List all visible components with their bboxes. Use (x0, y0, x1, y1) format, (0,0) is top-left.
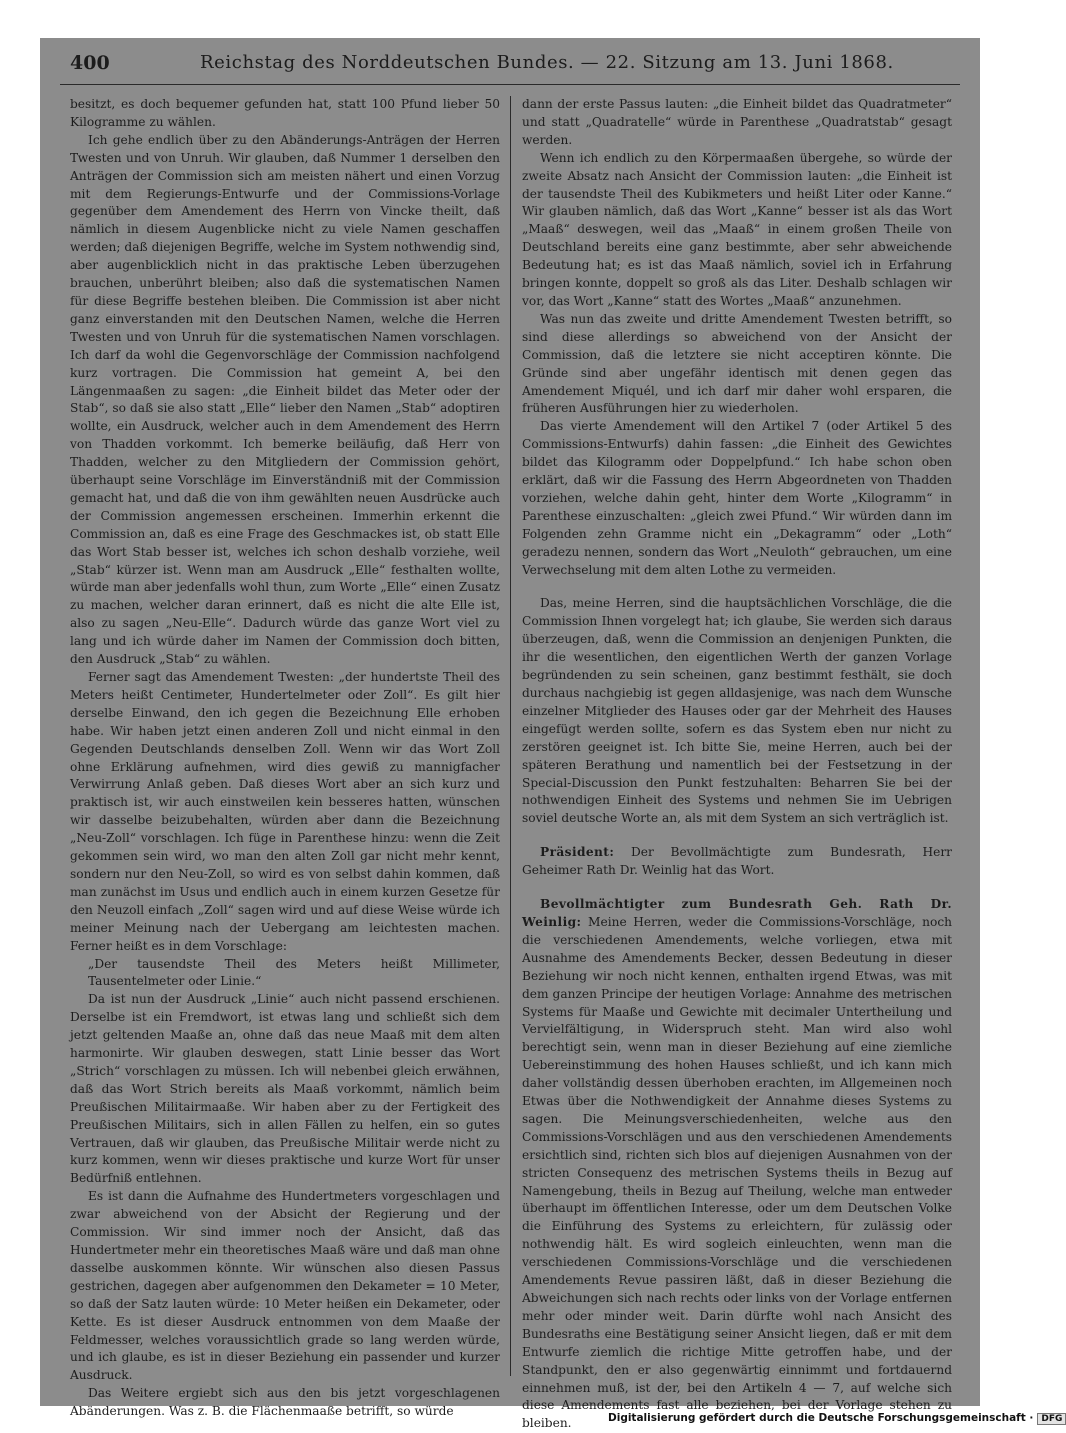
quotation: „Der tausendste Theil des Meters heißt Millimeter, Tausentelmeter oder Linie.“ (88, 956, 500, 989)
paragraph: Wenn ich endlich zu den Körpermaaßen übergehe, so würde der zweite Absatz nach Ansicht der Commission lauten: „die Einheit ist der tausendste Theil des Kubikmeters und heißt Liter oder Kanne.“ Wir glauben nämlich, daß das Wort „Kanne“ besser ist als das Wort „Maaß“ deswegen, weil das „Maaß“ in einem großen Theile von Deutschland bereits eine ganz bestimmte, aber sehr abweichende Bedeutung hat; es ist das Maaß nämlich, soviel ich in Erfahrung bringen konnte, doppelt so groß als das Liter. Deshalb schlagen wir vor, das Wort „Kanne“ statt des Wortes „Maaß“ anzunehmen. (522, 150, 952, 308)
digitization-credit (608, 1412, 1063, 1425)
president-remark (522, 844, 952, 880)
running-title: Reichstag des Norddeutschen Bundes. — 22. Sitzung am 13. Juni 1868. (200, 52, 894, 73)
speaker-name: Bevollmächtigter zum Bundesrath Geh. Rath Dr. Weinlig: (522, 897, 952, 929)
paragraph: Was nun das zweite und dritte Amendement Twesten betrifft, so sind diese allerdings so abweichend von der Ansicht der Commission, daß die letztere sie nicht acceptiren könnte. Die Gründe sind aber ungefähr identisch mit denen gegen das Amendement Miquél, und ich darf mir daher wohl ersparen, die früheren Ausführungen hier zu wiederholen. (522, 311, 952, 416)
dfg-logo: DFG (1037, 1413, 1066, 1425)
paragraph: Es ist dann die Aufnahme des Hundertmeters vorgeschlagen und zwar abweichend von der Absicht der Regierung und der Commission. Wir sind immer noch der Ansicht, daß das Hundertmeter mehr ein theoretisches Maaß wäre und daß man ohne dasselbe auskommen könnte. Wir wünschen also diesen Passus gestrichen, dagegen aber aufgenommen den Dekameter = 10 Meter, so daß der Satz lauten würde: 10 Meter heißen ein Dekameter, oder Kette. Es ist dieser Ausdruck entnommen von dem Maaße der Feldmesser, welches voraussichtlich grade so lang werden würde, und ich glaube, es ist in dieser Beziehung ein passender und kurzer Ausdruck. (70, 1189, 500, 1383)
paragraph: Das Weitere ergiebt sich aus den bis jetzt vorgeschlagenen Abänderungen. Was z. B. die Flächenmaaße betrifft, so würde (70, 1386, 500, 1419)
paragraph: Ferner sagt das Amendement Twesten: „der hundertste Theil des Meters heißt Centimeter, Hundertelmeter oder Zoll“. Es gilt hier derselbe Einwand, den ich gegen die Bezeichnung Elle erhoben habe. Wir haben jetzt einen anderen Zoll und nicht einmal in den Gegenden Deutschlands denselben Zoll. Wenn wir das Wort Zoll ohne Erklärung aufnehmen, wird dies gewiß zu mannigfacher Verwirrung Anlaß geben. Daß dieses Wort aber an sich kurz und praktisch ist, wir auch einstweilen kein besseres hatten, wünschen wir dasselbe beizubehalten, würden aber dann die Bezeichnung „Neu-Zoll“ vorschlagen. Ich füge in Parenthese hinzu: wenn die Zeit gekommen sein wird, wo man den alten Zoll gar nicht mehr kennt, sondern nur den Neu-Zoll, so wird es von selbst dahin kommen, daß man zunächst im Usus und endlich auch in einem kurzen Gesetze für den Neuzoll einfach „Zoll“ sagen wird und auf diese Weise würde ich meiner Meinung nach der Uebergang am leichtesten machen. Ferner heißt es in dem Vorschlage: (70, 670, 500, 953)
credit-text: Digitalisierung gefördert durch die Deutsche Forschungsgemeinschaft · (608, 1412, 1034, 1424)
weinlig-speech (522, 896, 952, 1433)
paragraph: besitzt, es doch bequemer gefunden hat, statt 100 Pfund lieber 50 Kilogramme zu wählen. (70, 97, 500, 129)
paragraph: Das vierte Amendement will den Artikel 7 (oder Artikel 5 des Commissions-Entwurfs) dahin fassen: „die Einheit des Gewichtes bildet das Kilogramm oder Doppelpfund.“ Ich habe schon oben erklärt, daß wir die Fassung des Herrn Abgeordneten von Thadden vorziehen, welche dahin geht, hinter dem Worte „Kilogramm“ in Parenthese einzuschalten: „gleich zwei Pfund.“ Wir würden dann im Folgenden zehn Gramme nicht ein „Dekagramm“ oder „Loth“ geradezu nennen, sondern das Wort „Neuloth“ gebrauchen, um eine Verwechselung mit dem alten Lothe zu vermeiden. (522, 419, 952, 577)
paragraph: Da ist nun der Ausdruck „Linie“ auch nicht passend erschienen. Derselbe ist ein Fremdwort, ist etwas lang und schließt sich dem jetzt geltenden Maaße an, ohne daß das neue Maaß mit dem alten harmonirte. Wir glauben deswegen, statt Linie besser das Wort „Strich“ vorschlagen zu müssen. Ich will nebenbei gleich erwähnen, daß das Wort Strich bereits als Maaß vorkommt, nämlich beim Preußischen Militairmaaße. Wir haben aber zu der Fertigkeit des Preußischen Militairs, sich in allen Fällen zu helfen, ein so gutes Vertrauen, daß wir glauben, das Preußische Militair werde nicht zu kurz kommen, wenn wir dieses praktische und kurze Wort für unser Bedürfniß entlehnen. (70, 992, 500, 1186)
speech-text: Meine Herren, weder die Commissions-Vorschläge, noch die verschiedenen Amendements, welche vorliegen, etwa mit Ausnahme des Amendements Becker, dessen Bedeutung in dieser Beziehung wir noch nicht kennen, enthalten irgend Etwas, was mit dem ganzen Principe der heutigen Vorlage: Annahme des metrischen Systems für Maaße und Gewichte mit decimaler Untertheilung und Vervielfältigung, in Widerspruch steht. Man wird also wohl berechtigt sein, wenn man in dieser Beziehung auf eine ziemliche Uebereinstimmung des hohen Hauses schließt, und ich kann mich daher vollständig dessen überhoben erachten, im Allgemeinen noch Etwas über die Nothwendigkeit der Annahme dieses Systems zu sagen. Die Meinungsverschiedenheiten, welche aus den Commissions-Vorschlägen und aus den verschiedenen Amendements ersichtlich sind, richten sich blos auf diejenigen Ausnahmen von der stricten Consequenz des metrischen Systems theils in Bezug auf Namengebung, theils in Bezug auf Theilung, welche man entweder überhaupt im öffentlichen Interesse, oder um dem Deutschen Volke die Einführung des Systems zu erleichtern, für zulässig oder nothwendig hält. Es wird sogleich einleuchten, wenn man die verschiedenen Commissions-Vorschläge und die verschiedenen Amendements Revue passiren läßt, daß in dieser Beziehung die Abweichungen sich nach rechts oder links von der Vorlage entfernen mehr oder minder weit. Darin dürfte wohl nach Ansicht des Bundesraths eine Bestätigung seiner Ansicht liegen, daß er mit dem Entwurfe ziemlich die richtige Mitte getroffen habe, und der Standpunkt, den er also gegenwärtig einnimmt und fortdauernd einnehmen muß, ist der, bei den Artikeln 4 — 7, auf welche sich diese Amendements fast alle beziehen, bei der Vorlage stehen zu bleiben. (522, 914, 952, 1431)
paragraph: Das, meine Herren, sind die hauptsächlichen Vorschläge, die die Commission Ihnen vorgelegt hat; ich glaube, Sie werden sich daraus überzeugen, daß, wenn die Commission an denjenigen Punkten, die ihr die wesentlichen, den eigentlichen Werth der ganzen Vorlage begründenden zu sein scheinen, ganz bestimmt festhält, sie doch durchaus nachgiebig ist gegen alldasjenige, was nach dem Wunsche einzelner Mitglieder des Hauses oder gar der Mehrheit des Hauses eingefügt werden sollte, sofern es das System eben nur nicht zu zerstören geeignet ist. Ich bitte Sie, meine Herren, auch bei der späteren Berathung und namentlich bei der Festsetzung in der Special-Discussion den Punkt festzuhalten: Beharren Sie bei der nothwendigen Einheit des Systems und nehmen Sie im Uebrigen soviel deutsche Worte an, als mit dem System an sich verträglich ist. (522, 596, 952, 826)
page-number: 400 (70, 52, 110, 74)
paragraph: Ich gehe endlich über zu den Abänderungs-Anträgen der Herren Twesten und von Unruh. Wir glauben, daß Nummer 1 derselben den Anträgen der Commission sich am meisten nähert und einen Vorzug mit dem Regierungs-Entwurfe und der Commissions-Vorlage gegenüber dem Amendement des Herrn von Vincke theilt, daß nämlich in diesem Augenblicke nicht zu viele Namen geschaffen werden; daß diejenigen Begriffe, welche im System nothwendig sind, aber augenblicklich nicht in das praktische Leben überzugehen brauchen, unberührt bleiben; also daß die systematischen Namen für diese Begriffe bestehen bleiben. Die Commission ist aber nicht ganz einverstanden mit den Deutschen Namen, welche die Herren Twesten und von Unruh für die systematischen Namen vorschlagen. Ich darf da wohl die Gegenvorschläge der Commission nachfolgend kurz vortragen. Die Commission hat gemeint A, bei den Längenmaaßen zu sagen: „die Einheit bildet das Meter oder der Stab“, so daß sie also statt „Elle“ lieber den Namen „Stab“ adoptiren wollte, ein Ausdruck, welcher auch in dem Amendement des Herrn von Thadden vorkommt. Ich bemerke beiläufig, daß Herr von Thadden, welcher zu den Mitgliedern der Commission gehört, überhaupt seine Vorschläge im Einverständniß mit der Commission gemacht hat, und daß die von ihm gewählten neuen Ausdrücke auch der Commission angemessen erscheinen. Immerhin erkennt die Commission an, daß es eine Frage des Geschmackes ist, ob statt Elle das Wort Stab besser ist, welches ich schon deshalb vorziehe, weil „Stab“ kürzer ist. Wenn man am Ausdruck „Elle“ festhalten wollte, würde man aber jedenfalls wohl thun, zum Worte „Elle“ einen Zusatz zu machen, welcher daran erinnert, daß es nicht die alte Elle ist, also zu sagen „Neu-Elle“. Dadurch würde das ganze Wort viel zu lang und ich würde daher im Namen der Commission doch bitten, den Ausdruck „Stab“ zu wählen. (70, 132, 500, 667)
column-divider (510, 96, 511, 1376)
speech-text: Der Bevollmächtigte zum Bundesrath, Herr Geheimer Rath Dr. Weinlig hat das Wort. (522, 845, 952, 878)
speaker-name: Präsident: (540, 845, 615, 860)
page-header (60, 50, 960, 85)
paragraph: dann der erste Passus lauten: „die Einheit bildet das Quadratmeter“ und statt „Quadratelle“ würde in Parenthese „Quadratstab“ gesagt werden. (522, 97, 952, 147)
left-column (70, 96, 500, 1419)
